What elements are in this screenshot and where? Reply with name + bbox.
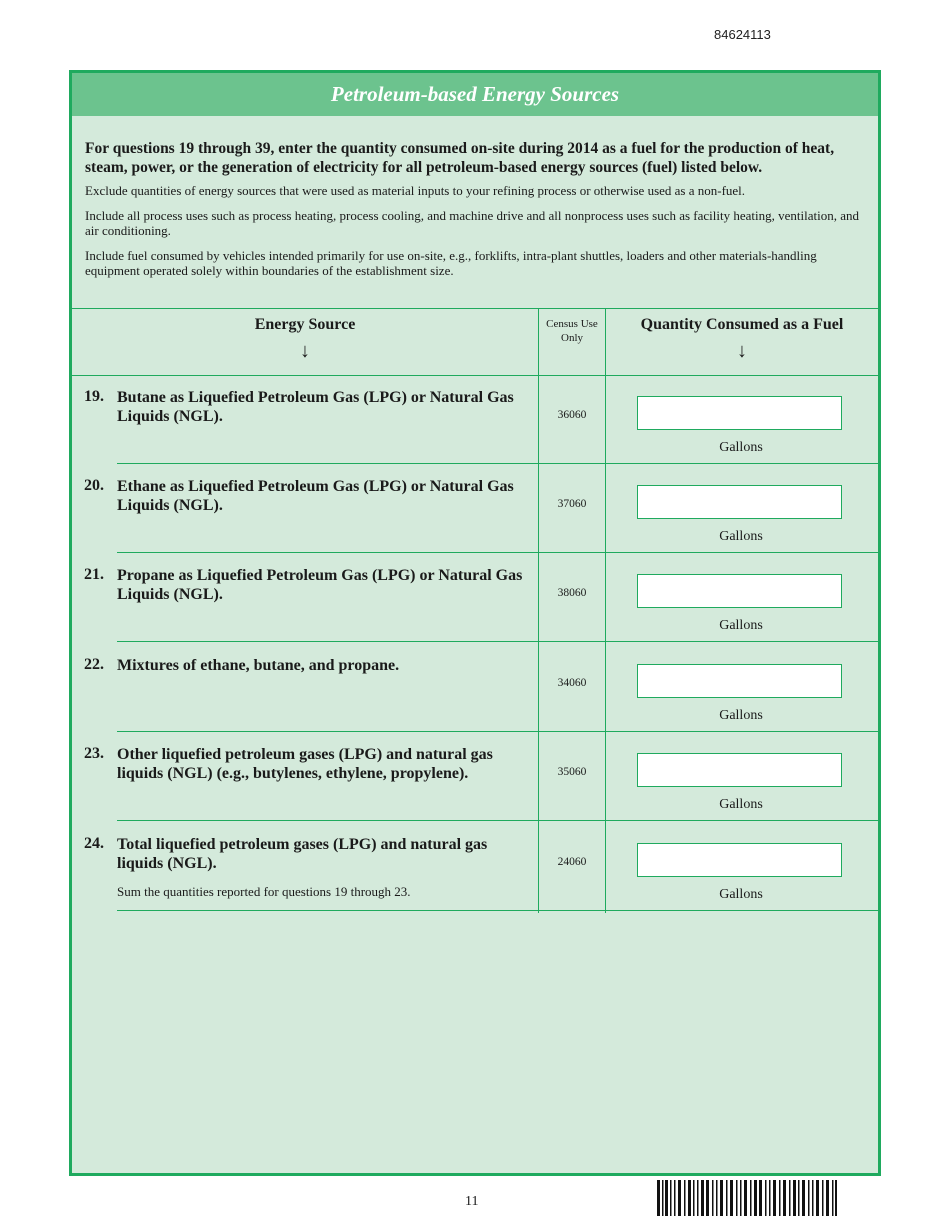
question-text: Ethane as Liquefied Petroleum Gas (LPG) or Natural Gas Liquids (NGL). [117, 478, 514, 514]
census-code: 38060 [557, 587, 587, 599]
question-row-20 [72, 464, 878, 553]
unit-label: Gallons [719, 440, 763, 455]
header-quantity-consumed: Quantity Consumed as a Fuel ↓ [606, 316, 878, 363]
row-divider [117, 820, 878, 821]
question-row-22 [72, 643, 878, 732]
instructions [72, 116, 878, 278]
quantity-input-21[interactable] [637, 574, 842, 608]
unit-label: Gallons [719, 708, 763, 723]
page-number: 11 [465, 1194, 479, 1209]
question-number: 21. [84, 566, 104, 583]
question-number: 19. [84, 388, 104, 405]
quantity-input-22[interactable] [637, 664, 842, 698]
unit-label: Gallons [719, 529, 763, 544]
quantity-input-20[interactable] [637, 485, 842, 519]
row-divider [117, 641, 878, 642]
question-number: 23. [84, 745, 104, 762]
question-number: 20. [84, 477, 104, 494]
census-code: 24060 [557, 856, 587, 868]
quantity-input-23[interactable] [637, 753, 842, 787]
census-code: 37060 [557, 498, 587, 510]
row-divider [117, 910, 878, 911]
instructions-main: For questions 19 through 39, enter the quantity consumed on-site during 2014 as a fuel for the production of heat, steam, power, or the generation of electricity for all petroleum-based energy sources (fuel) listed below. [85, 140, 835, 176]
down-arrow-icon: ↓ [737, 340, 747, 362]
question-text: Total liquefied petroleum gases (LPG) and natural gas liquids (NGL). Sum the quantities reported for questions 19 through 23. [117, 835, 532, 901]
unit-label: Gallons [719, 797, 763, 812]
quantity-input-24[interactable] [637, 843, 842, 877]
question-text: Butane as Liquefied Petroleum Gas (LPG) or Natural Gas Liquids (NGL). [117, 389, 514, 425]
barcode-icon [657, 1180, 837, 1216]
question-note: Sum the quantities reported for questions 19 through 23. [117, 884, 411, 899]
question-row-24 [72, 822, 878, 911]
census-code: 36060 [557, 409, 587, 421]
table-header [72, 308, 878, 376]
quantity-input-19[interactable] [637, 396, 842, 430]
question-text: Other liquefied petroleum gases (LPG) and natural gas liquids (NGL) (e.g., butylenes, ethylene, propylene). [117, 746, 493, 782]
question-row-21 [72, 553, 878, 642]
section-title: Petroleum-based Energy Sources [72, 73, 878, 116]
question-number: 24. [84, 835, 104, 852]
down-arrow-icon: ↓ [300, 340, 310, 362]
question-row-19 [72, 375, 878, 464]
instructions-include-vehicles: Include fuel consumed by vehicles intended primarily for use on-site, e.g., forklifts, intra-plant shuttles, loaders and other materials-handling equipment operated solely within boundaries of the establishment size. [85, 248, 817, 278]
form-section-panel [69, 70, 881, 1176]
question-text: Propane as Liquefied Petroleum Gas (LPG) or Natural Gas Liquids (NGL). [117, 567, 523, 603]
census-code: 35060 [557, 766, 587, 778]
header-census-use-only: Census Use Only [546, 318, 598, 344]
question-row-23 [72, 732, 878, 821]
form-id: 84624113 [714, 27, 771, 42]
unit-label: Gallons [719, 618, 763, 633]
question-number: 22. [84, 656, 104, 673]
question-text: Mixtures of ethane, butane, and propane. [117, 657, 400, 674]
header-energy-source: Energy Source ↓ [72, 316, 538, 363]
census-code: 34060 [557, 677, 587, 689]
unit-label: Gallons [719, 887, 763, 902]
instructions-exclude: Exclude quantities of energy sources that were used as material inputs to your refining process or otherwise used as a non-fuel. [85, 183, 746, 198]
instructions-include-uses: Include all process uses such as process heating, process cooling, and machine drive and all nonprocess uses such as facility heating, ventilation, and air conditioning. [85, 208, 860, 238]
